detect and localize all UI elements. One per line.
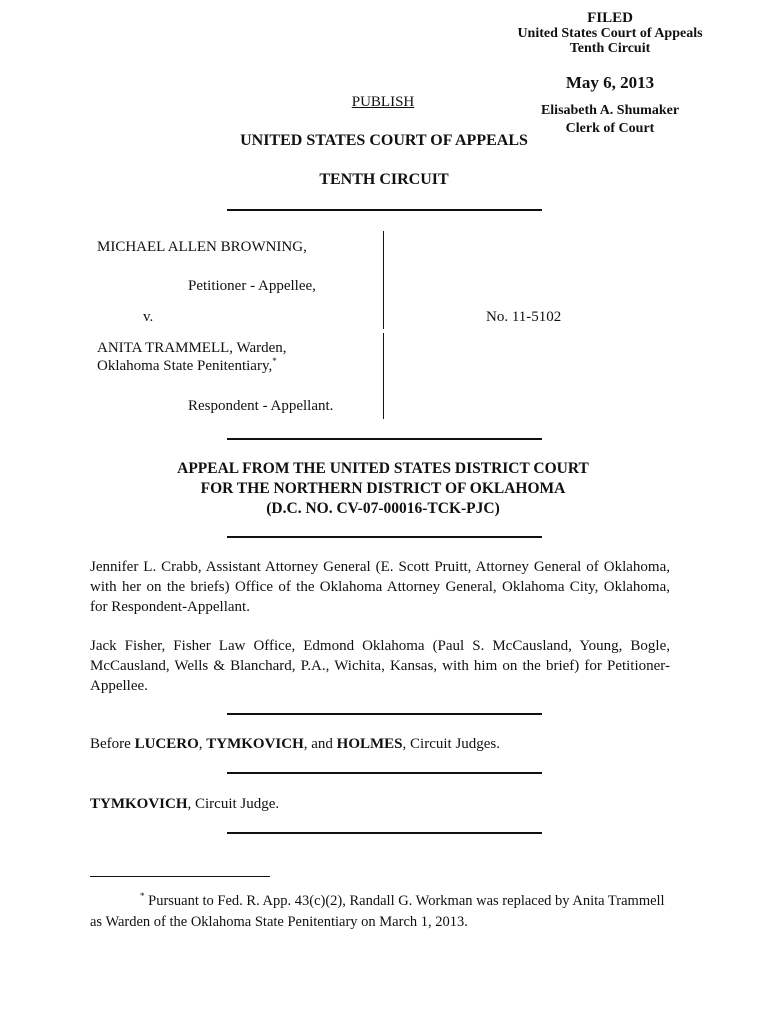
petitioner-counsel: Jack Fisher, Fisher Law Office, Edmond Oklahoma (Paul S. McCausland, Young, Bogle, McCausland, Wells & Blanchard, P.A., Wichita, Kansas, with him on the brief) for Petitioner-Appellee. [90,638,670,694]
respondent-line1: ANITA TRAMMELL, Warden, [97,340,287,356]
filed-date: May 6, 2013 [565,73,655,92]
appeal-heading [100,459,666,519]
divider [227,772,542,774]
petitioner-name: MICHAEL ALLEN BROWNING, [97,239,307,255]
caption-separator-top [383,231,384,329]
opinion-author: TYMKOVICH, Circuit Judge. [90,796,280,812]
filed-label: FILED [587,10,633,26]
respondent-counsel: Jennifer L. Crabb, Assistant Attorney General (E. Scott Pruitt, Attorney General of Oklahoma, with her on the briefs) Office of the Oklahoma Attorney General, Oklahoma City, Oklahoma, for Respondent-Appellant. [90,559,670,615]
judge-lucero: LUCERO [134,736,199,752]
appeal-line2: FOR THE NORTHERN DISTRICT OF OKLAHOMA [200,480,566,497]
appeal-line3: (D.C. NO. CV-07-00016-TCK-PJC) [266,500,500,517]
caption-separator-bottom [383,333,384,419]
court-title: UNITED STATES COURT OF APPEALS [240,132,528,149]
judge-holmes: HOLMES [336,736,403,752]
author-name: TYMKOVICH [90,796,188,812]
divider [227,438,542,440]
petitioner-role: Petitioner - Appellee, [188,278,316,294]
panel-line: Before LUCERO, TYMKOVICH, and HOLMES, Circuit Judges. [90,736,501,752]
footnote-divider [90,876,270,877]
filed-court: United States Court of Appeals [517,26,703,41]
clerk-title: Clerk of Court [565,121,655,136]
divider [227,713,542,715]
filed-stamp [480,10,740,93]
respondent-line2: Oklahoma State Penitentiary,* [97,356,277,374]
footnote-text: Pursuant to Fed. R. App. 43(c)(2), Randall G. Workman was replaced by Anita Trammell as Warden of the Oklahoma State Penitentiary on March 1, 2013. [90,893,665,930]
circuit-title: TENTH CIRCUIT [319,171,449,188]
divider [227,536,542,538]
filed-circuit: Tenth Circuit [569,41,651,56]
footnote-mark: * [140,891,145,902]
footnote [90,891,674,933]
clerk-name: Elisabeth A. Shumaker [540,103,680,118]
respondent-role: Respondent - Appellant. [188,398,334,414]
judge-tymkovich: TYMKOVICH [206,736,304,752]
appeal-line1: APPEAL FROM THE UNITED STATES DISTRICT COURT [177,460,589,477]
versus: v. [143,309,154,325]
publish-label: PUBLISH [351,94,415,110]
footnote-reference: * [272,356,277,366]
divider [227,832,542,834]
case-number: No. 11-5102 [486,309,562,325]
divider [227,209,542,211]
